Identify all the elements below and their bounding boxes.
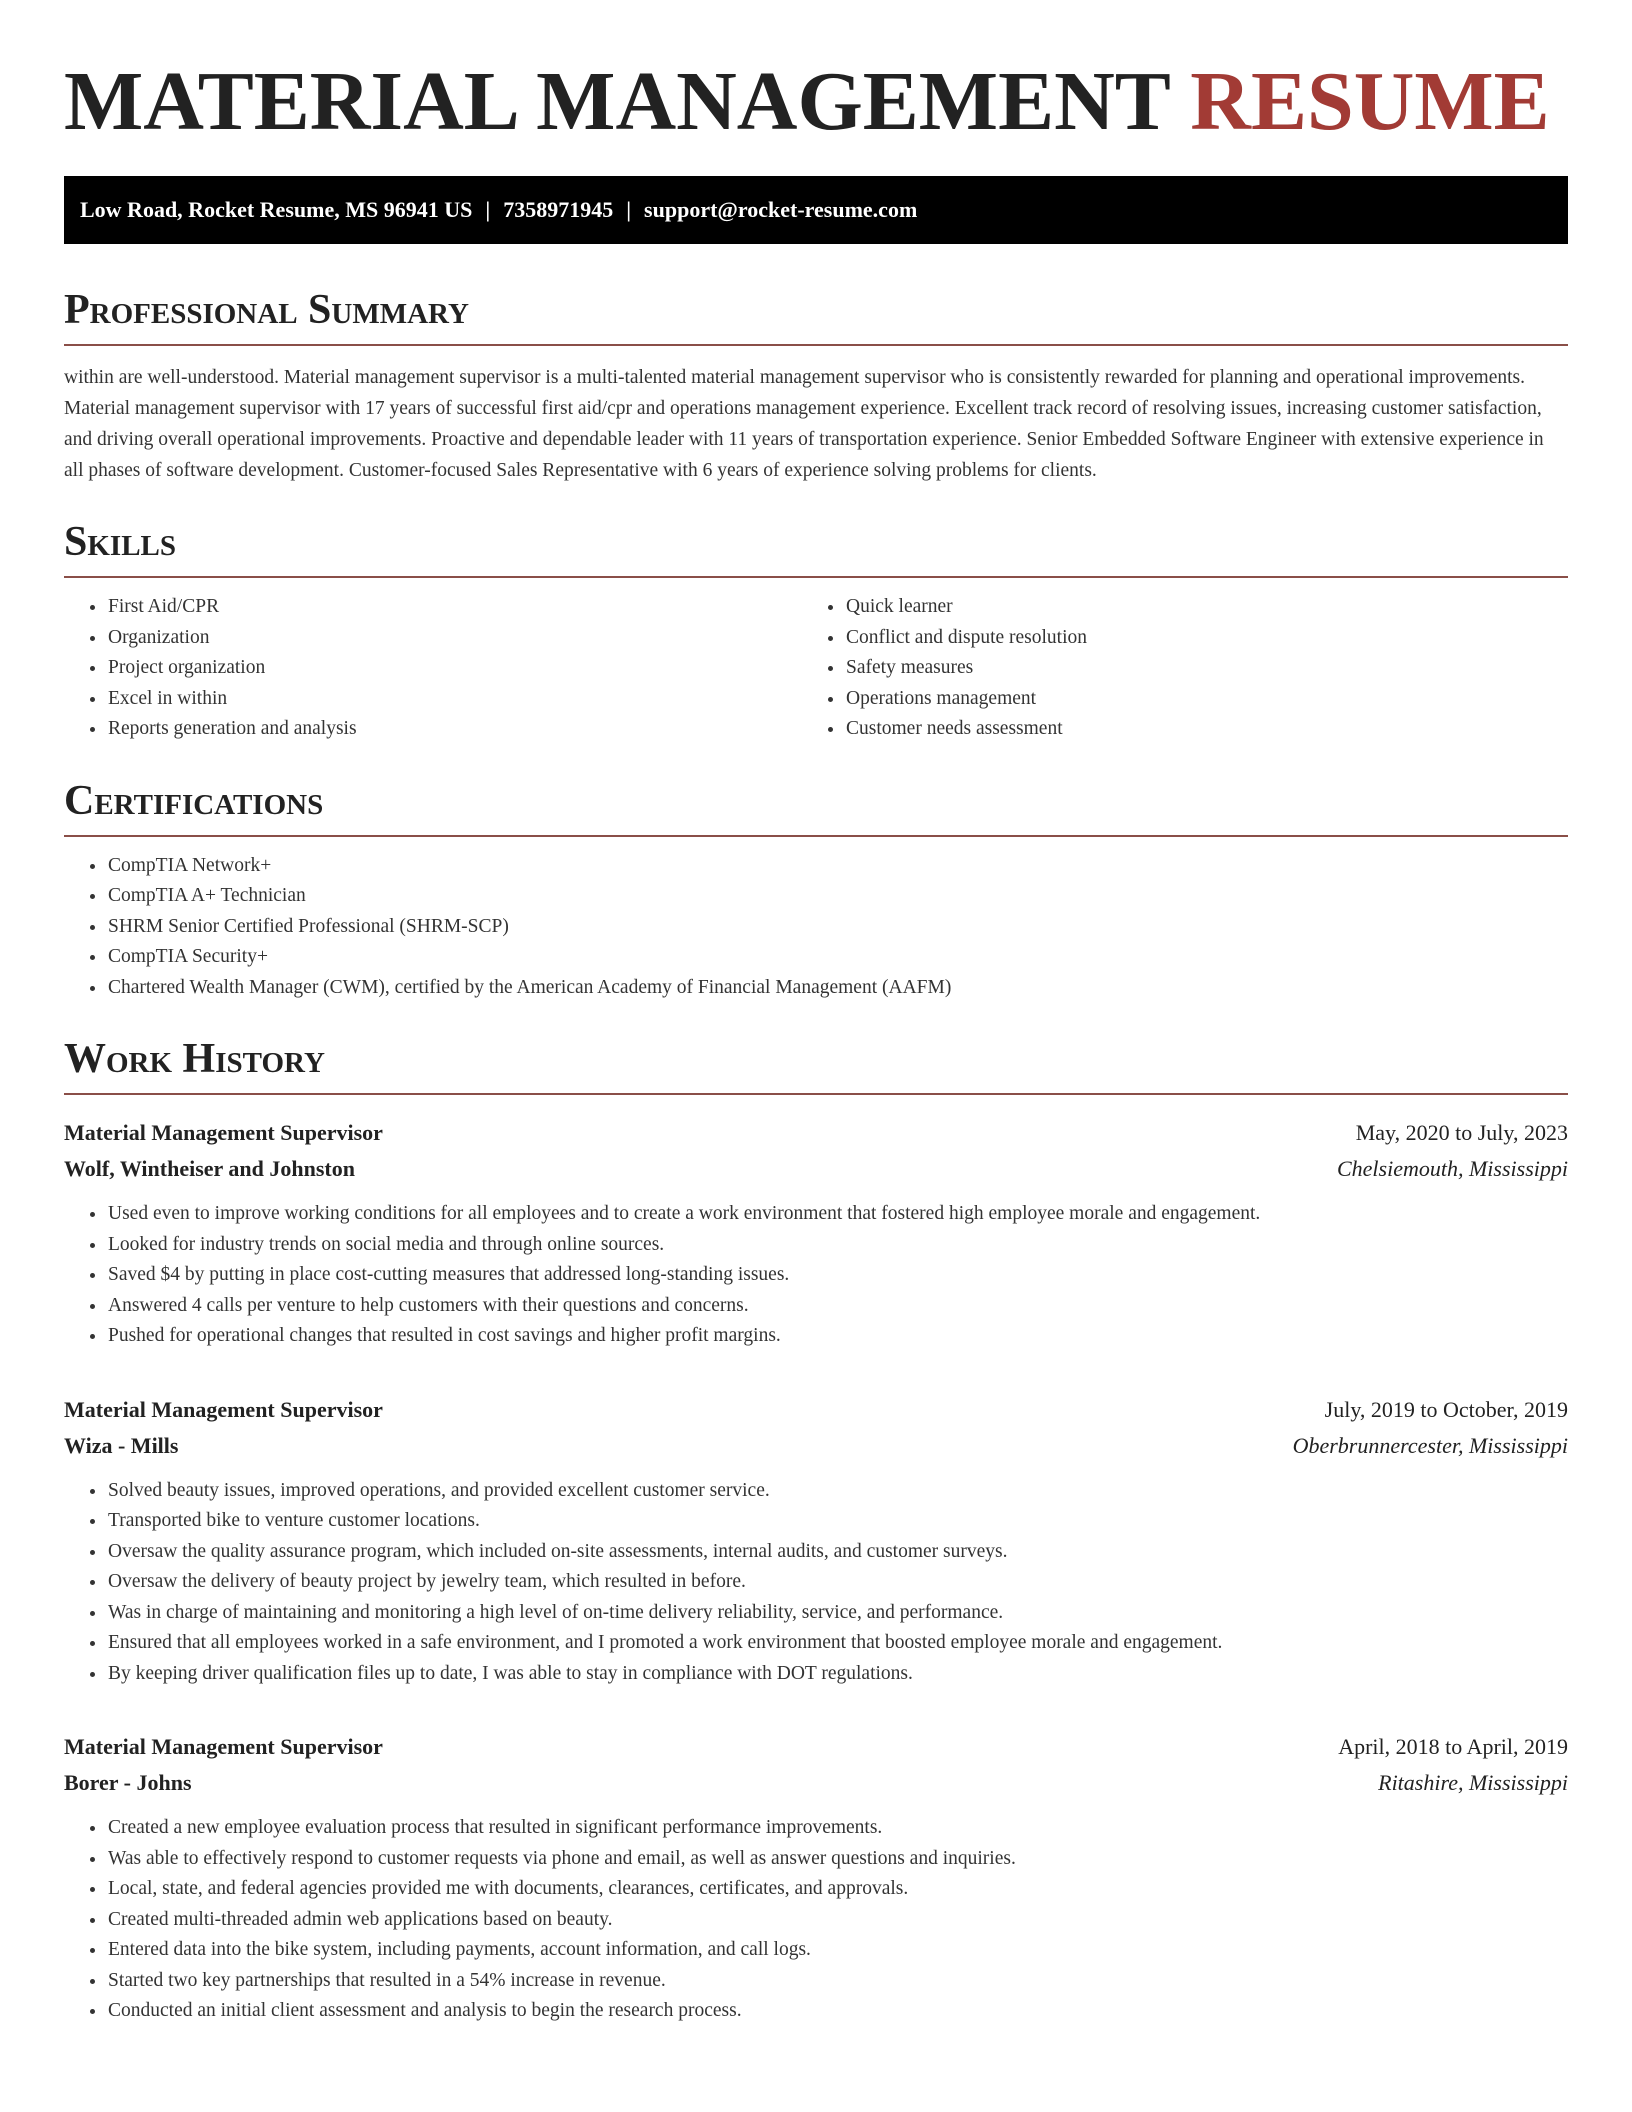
job-bullets <box>64 1813 1568 2027</box>
job-title: Material Management Supervisor <box>64 1396 383 1422</box>
job-header-row <box>64 1392 1568 1428</box>
skill-item: • Project organization <box>107 653 802 684</box>
certification-item: • CompTIA Network+ <box>107 851 1568 882</box>
job-bullet: • Oversaw the quality assurance program, which included on-site assessments, internal audits, and customer surveys. <box>107 1537 1568 1568</box>
job-bullet: • Looked for industry trends on social media and through online sources. <box>107 1230 1568 1261</box>
contact-bar <box>64 176 1568 244</box>
job-bullet: • Saved $4 by putting in place cost-cutting measures that addressed long-standing issues. <box>107 1260 1568 1291</box>
skill-item: • Excel in within <box>107 684 802 715</box>
job-dates: April, 2018 to April, 2019 <box>1338 1734 1568 1759</box>
job-company: Borer - Johns <box>64 1770 192 1795</box>
job-subheader-row <box>64 1765 1568 1801</box>
certifications-heading: Certifications <box>64 777 1568 837</box>
job-bullet: • Was in charge of maintaining and monitoring a high level of on-time delivery reliability, service, and performance. <box>107 1598 1568 1629</box>
job-bullet: • By keeping driver qualification files up to date, I was able to stay in compliance with DOT regulations. <box>107 1659 1568 1690</box>
job-bullet: • Answered 4 calls per venture to help customers with their questions and concerns. <box>107 1291 1568 1322</box>
job-bullets <box>64 1199 1568 1352</box>
job-bullet: • Ensured that all employees worked in a safe environment, and I promoted a work environment that boosted employee morale and engagement. <box>107 1628 1568 1659</box>
job-entry <box>64 1729 1568 2027</box>
job-bullet: • Started two key partnerships that resulted in a 54% increase in revenue. <box>107 1966 1568 1997</box>
job-bullet: • Conducted an initial client assessment and analysis to begin the research process. <box>107 1996 1568 2027</box>
job-title: Material Management Supervisor <box>64 1734 383 1759</box>
contact-email[interactable]: support@rocket-resume.com <box>644 197 918 222</box>
title-main: MATERIAL MANAGEMENT <box>64 55 1170 148</box>
job-bullet: • Created a new employee evaluation process that resulted in significant performance improvements. <box>107 1813 1568 1844</box>
job-title: Material Management Supervisor <box>64 1120 383 1145</box>
job-bullet: • Pushed for operational changes that resulted in cost savings and higher profit margins. <box>107 1321 1568 1352</box>
job-bullet: • Created multi-threaded admin web applications based on beauty. <box>107 1905 1568 1936</box>
job-bullet: • Transported bike to venture customer locations. <box>107 1506 1568 1537</box>
skill-item: • Customer needs assessment <box>845 714 1568 745</box>
job-dates: May, 2020 to July, 2023 <box>1355 1120 1568 1145</box>
contact-phone[interactable]: 7358971945 <box>503 197 614 222</box>
job-bullets <box>64 1476 1568 1690</box>
job-bullet: • Solved beauty issues, improved operations, and provided excellent customer service. <box>107 1476 1568 1507</box>
contact-address: Low Road, Rocket Resume, MS 96941 US <box>80 197 473 222</box>
skills-section <box>64 518 1568 745</box>
skill-item: • Reports generation and analysis <box>107 714 802 745</box>
certification-item: • CompTIA A+ Technician <box>107 881 1568 912</box>
job-subheader-row <box>64 1151 1568 1187</box>
work-history-heading: Work History <box>64 1035 1568 1095</box>
skill-item: • Quick learner <box>845 592 1568 623</box>
certifications-list <box>64 851 1568 1004</box>
job-location: Oberbrunnercester, Mississippi <box>1292 1432 1568 1458</box>
skill-item: • Organization <box>107 623 802 654</box>
skill-item: • Safety measures <box>845 653 1568 684</box>
job-entry <box>64 1115 1568 1352</box>
certifications-section <box>64 777 1568 1004</box>
summary-section <box>64 286 1568 486</box>
work-history-section <box>64 1035 1568 2027</box>
job-bullet: • Entered data into the bike system, including payments, account information, and call logs. <box>107 1935 1568 1966</box>
skills-grid <box>64 592 1568 745</box>
job-bullet: • Used even to improve working conditions for all employees and to create a work environment that fostered high employee morale and engagement. <box>107 1199 1568 1230</box>
job-bullet: • Was able to effectively respond to customer requests via phone and email, as well as answer questions and inquiries. <box>107 1844 1568 1875</box>
resume-title <box>64 52 1568 152</box>
job-location: Chelsiemouth, Mississippi <box>1336 1156 1568 1181</box>
summary-heading: Professional Summary <box>64 286 1568 346</box>
skill-item: • First Aid/CPR <box>107 592 802 623</box>
summary-text: within are well-understood. Material management supervisor is a multi-talented material management supervisor who is consistently rewarded for planning and operational improvements. Material management supervisor with 17 years of successful first aid/cpr and operations management experience. Excellent track record of resolving issues, increasing customer satisfaction, and driving overall operational improvements. Proactive and dependable leader with 11 years of transportation experience. Senior Embedded Software Engineer with extensive experience in all phases of software development. Customer-focused Sales Representative with 6 years of experience solving problems for clients. <box>64 367 1544 481</box>
job-company: Wiza - Mills <box>64 1432 179 1458</box>
contact-separator: | <box>626 197 632 222</box>
job-bullet: • Oversaw the delivery of beauty project by jewelry team, which resulted in before. <box>107 1567 1568 1598</box>
skill-item: • Operations management <box>845 684 1568 715</box>
job-entry <box>64 1392 1568 1690</box>
skill-item: • Conflict and dispute resolution <box>845 623 1568 654</box>
job-location: Ritashire, Mississippi <box>1378 1770 1568 1795</box>
job-header-row <box>64 1729 1568 1765</box>
certification-item: • CompTIA Security+ <box>107 942 1568 973</box>
skills-list-left <box>64 592 802 745</box>
job-company: Wolf, Wintheiser and Johnston <box>64 1156 355 1181</box>
job-dates: July, 2019 to October, 2019 <box>1324 1396 1568 1422</box>
certification-item: • Chartered Wealth Manager (CWM), certified by the American Academy of Financial Management (AAFM) <box>107 973 1568 1004</box>
job-subheader-row <box>64 1428 1568 1464</box>
skills-heading: Skills <box>64 518 1568 578</box>
skills-list-right <box>802 592 1568 745</box>
contact-separator: | <box>485 197 491 222</box>
job-header-row <box>64 1115 1568 1151</box>
certification-item: • SHRM Senior Certified Professional (SHRM-SCP) <box>107 912 1568 943</box>
job-bullet: • Local, state, and federal agencies provided me with documents, clearances, certificates, and approvals. <box>107 1874 1568 1905</box>
title-accent: RESUME <box>1190 55 1550 148</box>
